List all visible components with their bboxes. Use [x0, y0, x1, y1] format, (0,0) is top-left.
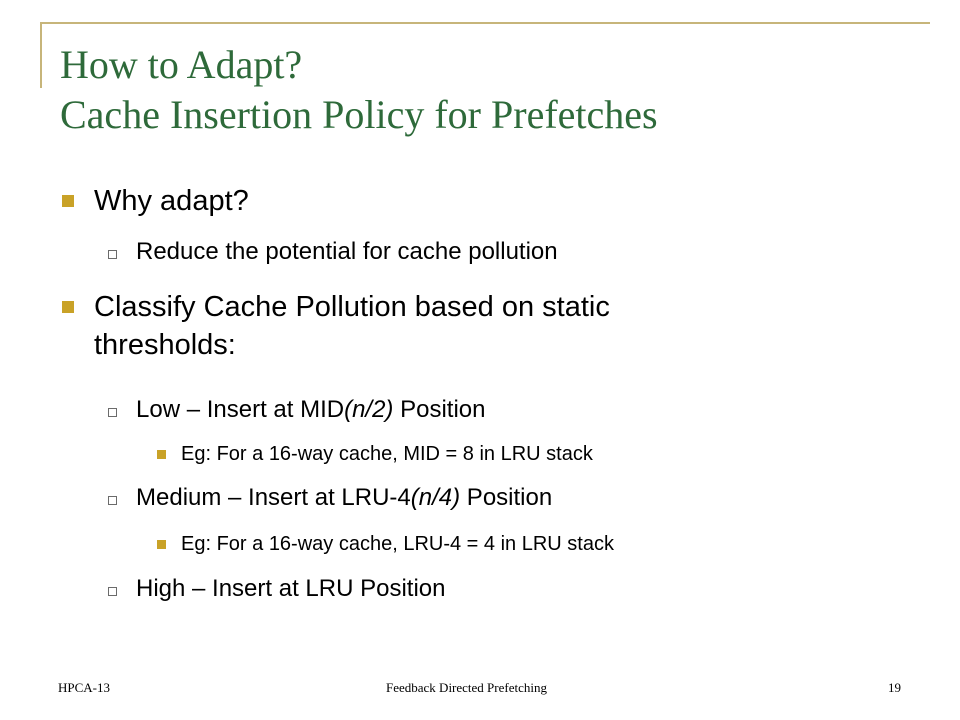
hollow-square-bullet-icon — [108, 408, 117, 417]
sub-bullet-medium: Medium – Insert at LRU-4(n/4) Position — [108, 483, 888, 513]
square-bullet-icon — [62, 195, 74, 207]
bullet-classify-pollution: Classify Cache Pollution based on static thresholds: — [62, 288, 862, 364]
example-medium: Eg: For a 16-way cache, LRU-4 = 4 in LRU stack — [157, 531, 917, 557]
sub-bullet-low: Low – Insert at MID(n/2) Position — [108, 395, 888, 425]
sub-bullet-reduce-pollution: Reduce the potential for cache pollution — [108, 237, 888, 267]
hollow-square-bullet-icon — [108, 250, 117, 259]
footer-conference: HPCA-13 — [58, 680, 111, 695]
hollow-square-bullet-icon — [108, 587, 117, 596]
footer-title: Feedback Directed Prefetching — [386, 680, 547, 695]
bullet-why-adapt: Why adapt? — [62, 182, 862, 220]
frame-left-line — [40, 22, 42, 88]
sub-bullet-high: High – Insert at LRU Position — [108, 574, 888, 604]
square-bullet-icon — [62, 301, 74, 313]
square-bullet-icon — [157, 540, 166, 549]
square-bullet-icon — [157, 450, 166, 459]
example-low: Eg: For a 16-way cache, MID = 8 in LRU stack — [157, 441, 917, 467]
title-line-2: Cache Insertion Policy for Prefetches — [60, 92, 658, 137]
title-line-1: How to Adapt? — [60, 42, 303, 87]
frame-top-line — [40, 22, 930, 24]
footer-page-number: 19 — [888, 680, 901, 695]
hollow-square-bullet-icon — [108, 496, 117, 505]
slide-title — [60, 40, 940, 140]
